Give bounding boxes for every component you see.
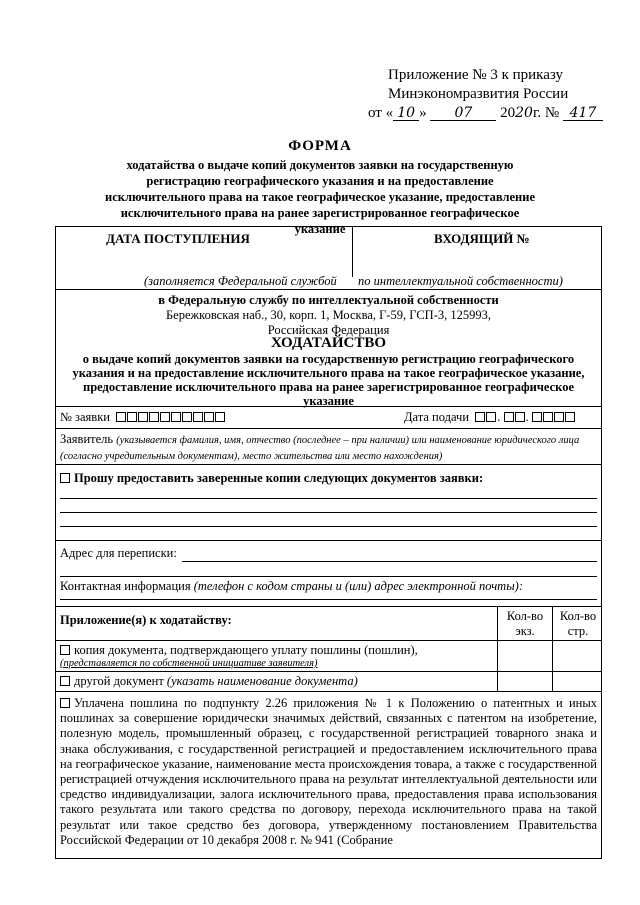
copies-line-2[interactable] [60,512,597,513]
to-service-line: в Федеральную службу по интеллектуальной собственности [158,293,499,307]
receipt-row [56,227,601,290]
order-reference [368,66,628,123]
mail-address-line-2[interactable] [60,576,597,577]
application-number-digit-box[interactable] [149,412,159,422]
contact-row [56,541,601,607]
applicant-note: (указывается фамилия, имя, отчество (последнее – при наличии) или наименование юридического лица (согласно учредительным документам), место жительства или место нахождения) [60,435,580,462]
request-copies-row [56,465,601,541]
service-address-line1: Бережковская наб., 30, корп. 1, Москва, Г-59, ГСП-3, 125993, [165,308,491,322]
request-copies-checkbox[interactable] [60,473,70,483]
application-number-digit-box[interactable] [215,412,225,422]
order-number: 417 [563,106,603,121]
application-number-row [56,407,601,429]
fee-paid-paragraph[interactable]: Уплачена пошлина по подпункту 2.26 приложения № 1 к Положению о патентных и иных пошлинах за совершение юридически значимых действий, связанных с патентом на изобретение, полезную модель, промышленный образец, с государственной регистрацией товарного знака и знака обслуживания, с государственной регистрацией и предоставлением исключительного права на географическое указание, наименование места происхождения товара, а также с государственной регистрацией отчуждения исключительного права на результат интеллектуальной деятельности или средство индивидуализации, залога исключительного права, предоставления права использования такого результата или такого средства по договору, перехода исключительного права на такой результат или такое средство без договора, утвержденному постановлением Правительства Российской Федерации от 10 декабря 2008 г. № 941 (Собрание [60,696,597,847]
application-number-digit-box[interactable] [138,412,148,422]
attachment-fee-copy-checkbox[interactable] [60,645,70,655]
copies-line-3[interactable] [60,526,597,527]
contact-label: Контактная информация [60,579,191,593]
mail-address-label: Адрес для переписки: [60,546,177,560]
fee-paid-checkbox[interactable] [60,698,70,708]
order-month: 07 [430,106,496,121]
request-copies-checkbox-label[interactable]: Прошу предоставить заверенные копии следующих документов заявки: [60,471,483,486]
copies-count-header: Кол-во экз. [506,609,544,638]
attachment-other-checkbox[interactable] [60,676,70,686]
form-title: ФОРМА [288,138,352,154]
copies-line-1[interactable] [60,498,597,499]
ministry-line: Минэкономразвития России [388,86,569,102]
application-number-digit-box[interactable] [204,412,214,422]
applicant-label: Заявитель [60,432,114,446]
petition-heading: ХОДАТАЙСТВО [270,335,387,351]
contact-line[interactable] [60,599,597,600]
applicant-row[interactable] [56,429,601,465]
fee-paid-row [56,692,601,858]
petition-header-row [56,290,601,407]
attachment-row-fee-copy [56,641,601,672]
attachments-label: Приложение(я) к ходатайству: [60,613,232,627]
petition-form [55,226,602,859]
attachments-header-row [56,607,601,641]
application-number-digit-box[interactable] [127,412,137,422]
order-day: 10 [393,106,419,121]
pages-count-header: Кол-во стр. [559,609,597,638]
attachment-other-note: (указать наименование документа) [166,674,358,688]
application-number-digit-box[interactable] [182,412,192,422]
application-number-digit-box[interactable] [171,412,181,422]
filled-by-right: по интеллектуальной собственности) [358,274,563,288]
order-year: 20 [515,105,533,121]
application-number-digit-box[interactable] [116,412,126,422]
receipt-date-label: ДАТА ПОСТУПЛЕНИЯ [106,231,250,246]
incoming-number-label: ВХОДЯЩИЙ № [434,231,530,246]
form-subtitle: ходатайства о выдаче копий документов заявки на государственную регистрацию географического указания и на предоставление исключительного права на такое географическое указание, предоставление исключительного права на ранее зарегистрированное географическое указание [105,158,535,236]
petition-description: о выдаче копий документов заявки на государственную регистрацию географического указания и на предоставление исключительного права на такое географическое указание, предоставление исключительного права на ранее зарегистрированное географическое указание [72,352,585,408]
appendix-line: Приложение № 3 к приказу [388,67,563,83]
attachment-fee-copy[interactable]: копия документа, подтверждающего уплату пошлины (пошлин), [60,643,495,658]
attachment-other[interactable]: другой документ (указать наименование документа) [60,674,358,689]
contact-note: (телефон с кодом страны и (или) адрес электронной почты): [193,579,523,593]
form-title-block [40,138,600,237]
attachment-row-other [56,672,601,692]
mail-address-line[interactable] [182,561,597,562]
filing-date-boxes[interactable]: . . [475,410,576,424]
filled-by-left: (заполняется Федеральной службой [144,274,337,288]
service-address-line2: Российская Федерация [267,323,390,337]
application-number-boxes[interactable] [116,410,226,424]
application-number-digit-box[interactable] [193,412,203,422]
application-number-field[interactable]: № заявки [60,410,226,425]
filing-date-field[interactable]: Дата подачи . . [404,410,576,425]
attachment-fee-copy-note: (представляется по собственной инициативе заявителя) [60,658,318,669]
order-date-line: от « 10 » 07 2020г. № 417 [368,104,628,123]
application-number-digit-box[interactable] [160,412,170,422]
